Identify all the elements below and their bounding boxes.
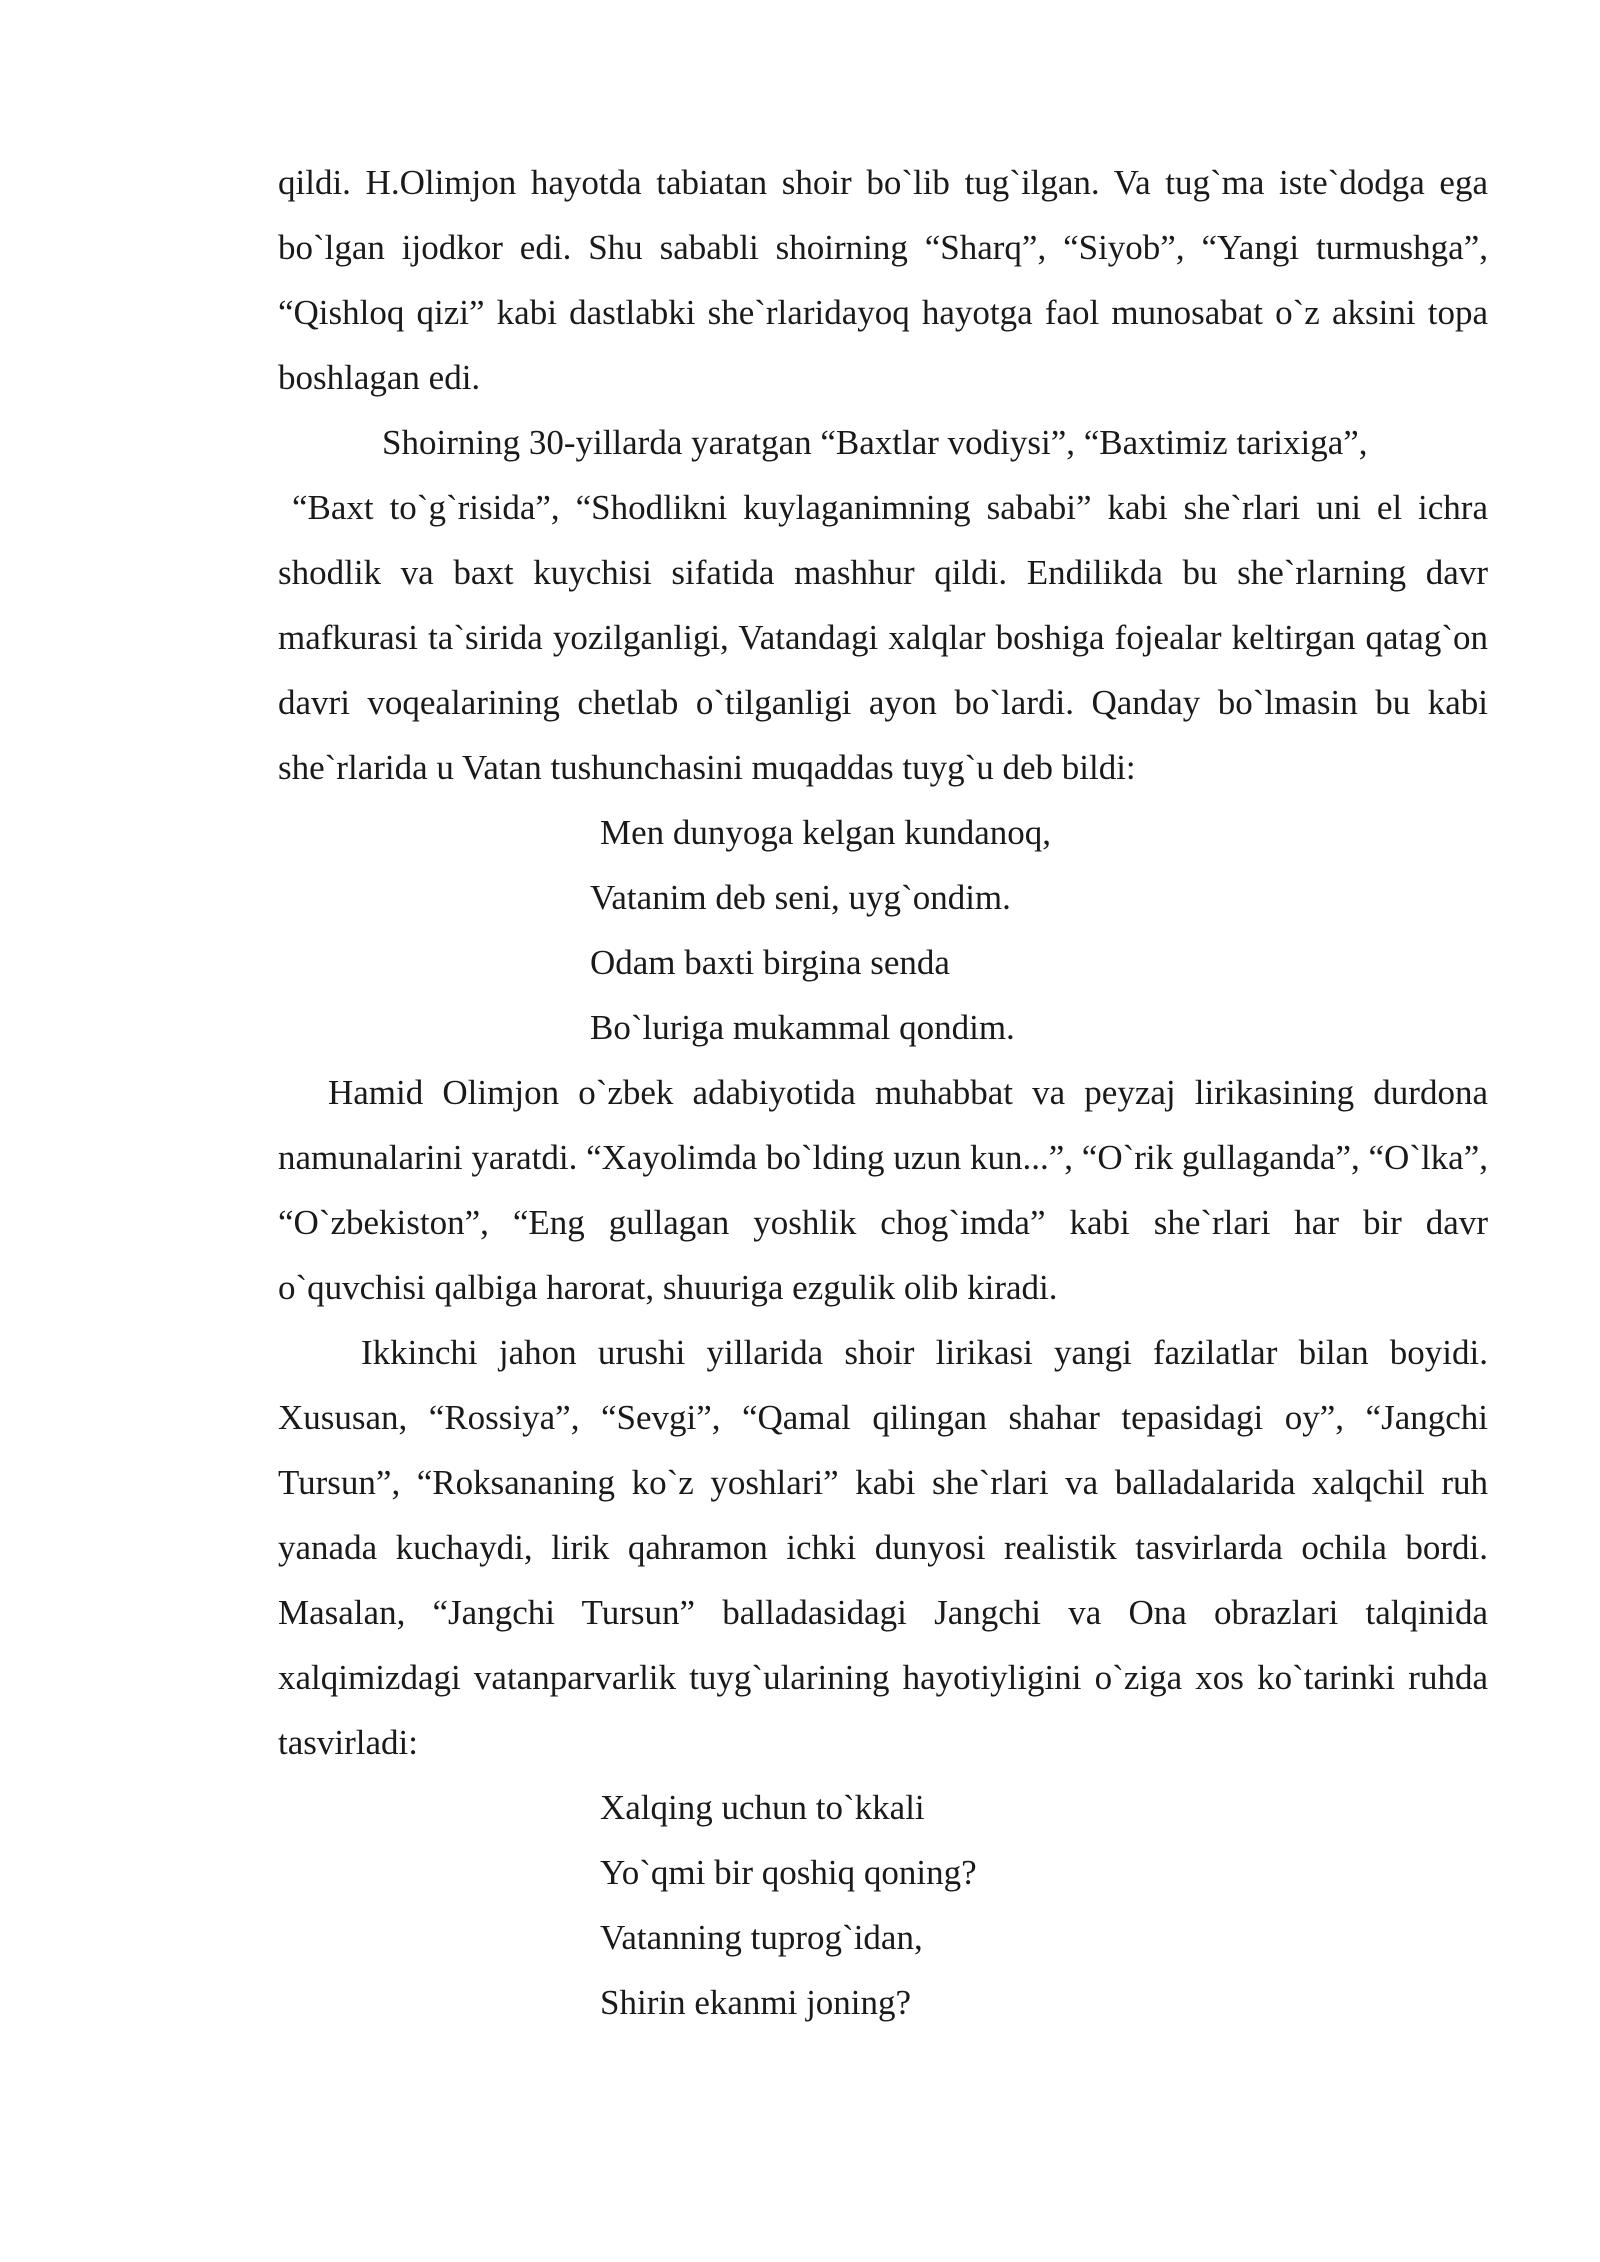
intro-paragraph: qildi. H.Olimjon hayotda tabiatan shoir bo`lib tug`ilgan. Va tug`ma iste`dodga ega bo`lgan ijodkor edi. Shu sababli shoirning “Sharq”, “Siyob”, “Yangi turmushga”, “Qishloq qizi” kabi dastlabki she`rlaridayoq hayotga faol munosabat o`z aksini topa boshlagan edi.: [278, 163, 1488, 397]
poem-2-line-2: Yo`qmi bir qoshiq qoning?: [600, 1853, 977, 1892]
paragraph-2-text: “Baxt to`g`risida”, “Shodlikni kuylaganimning sababi” kabi she`rlari uni el ichra shodlik va baxt kuychisi sifatida mashhur qildi. Endilikda bu she`rlarning davr mafkurasi ta`sirida yozilganligi, Vatandagi xalqlar boshiga fojealar keltirgan qatag`on davri voqealarining chetlab o`tilganligi ayon bo`lardi. Qanday bo`lmasin bu kabi she`rlarida u Vatan tushunchasini muqaddas tuyg`u deb bildi:: [278, 488, 1488, 787]
poem-stanza-2: [278, 1775, 1488, 2035]
paragraph-4: Ikkinchi jahon urushi yillarida shoir lirikasi yangi fazilatlar bilan boyidi. Xususan, “Rossiya”, “Sevgi”, “Qamal qilingan shahar tepasidagi oy”, “Jangchi Tursun”, “Roksananing ko`z yoshlari” kabi she`rlari va balladalarida xalqchil ruh yanada kuchaydi, lirik qahramon ichki dunyosi realistik tasvirlarda ochila bordi. Masalan, “Jangchi Tursun” balladasidagi Jangchi va Ona obrazlari talqinida xalqimizdagi vatanparvarlik tuyg`ularining hayotiyligini o`ziga xos ko`tarinki ruhda tasvirladi:: [278, 1333, 1488, 1762]
poem-2-line-3: Vatanning tuprog`idan,: [600, 1918, 923, 1957]
poem-1-line-1: Men dunyoga kelgan kundanoq,: [600, 813, 1052, 852]
poem-1-line-2: Vatanim deb seni, uyg`ondim.: [590, 878, 1011, 917]
poem-stanza-1: [278, 800, 1488, 1060]
poem-2-line-1: Xalqing uchun to`kkali: [600, 1788, 925, 1827]
poem-1-line-3: Odam baxti birgina senda: [590, 943, 950, 982]
paragraph-3: Hamid Olimjon o`zbek adabiyotida muhabbat va peyzaj lirikasining durdona namunalarini yaratdi. “Xayolimda bo`lding uzun kun...”, “O`rik gullaganda”, “O`lka”, “O`zbekiston”, “Eng gullagan yoshlik chog`imda” kabi she`rlari har bir davr o`quvchisi qalbiga harorat, shuuriga ezgulik olib kiradi.: [278, 1073, 1488, 1307]
paragraph-2-first-line: Shoirning 30-yillarda yaratgan “Baxtlar vodiysi”, “Baxtimiz tarixiga”,: [382, 423, 1368, 462]
paragraph-2-body: [278, 475, 1488, 800]
document-page: [278, 150, 1488, 2035]
poem-1-line-4: Bo`luriga mukammal qondim.: [590, 1008, 1015, 1047]
poem-2-line-4: Shirin ekanmi joning?: [600, 1983, 912, 2022]
